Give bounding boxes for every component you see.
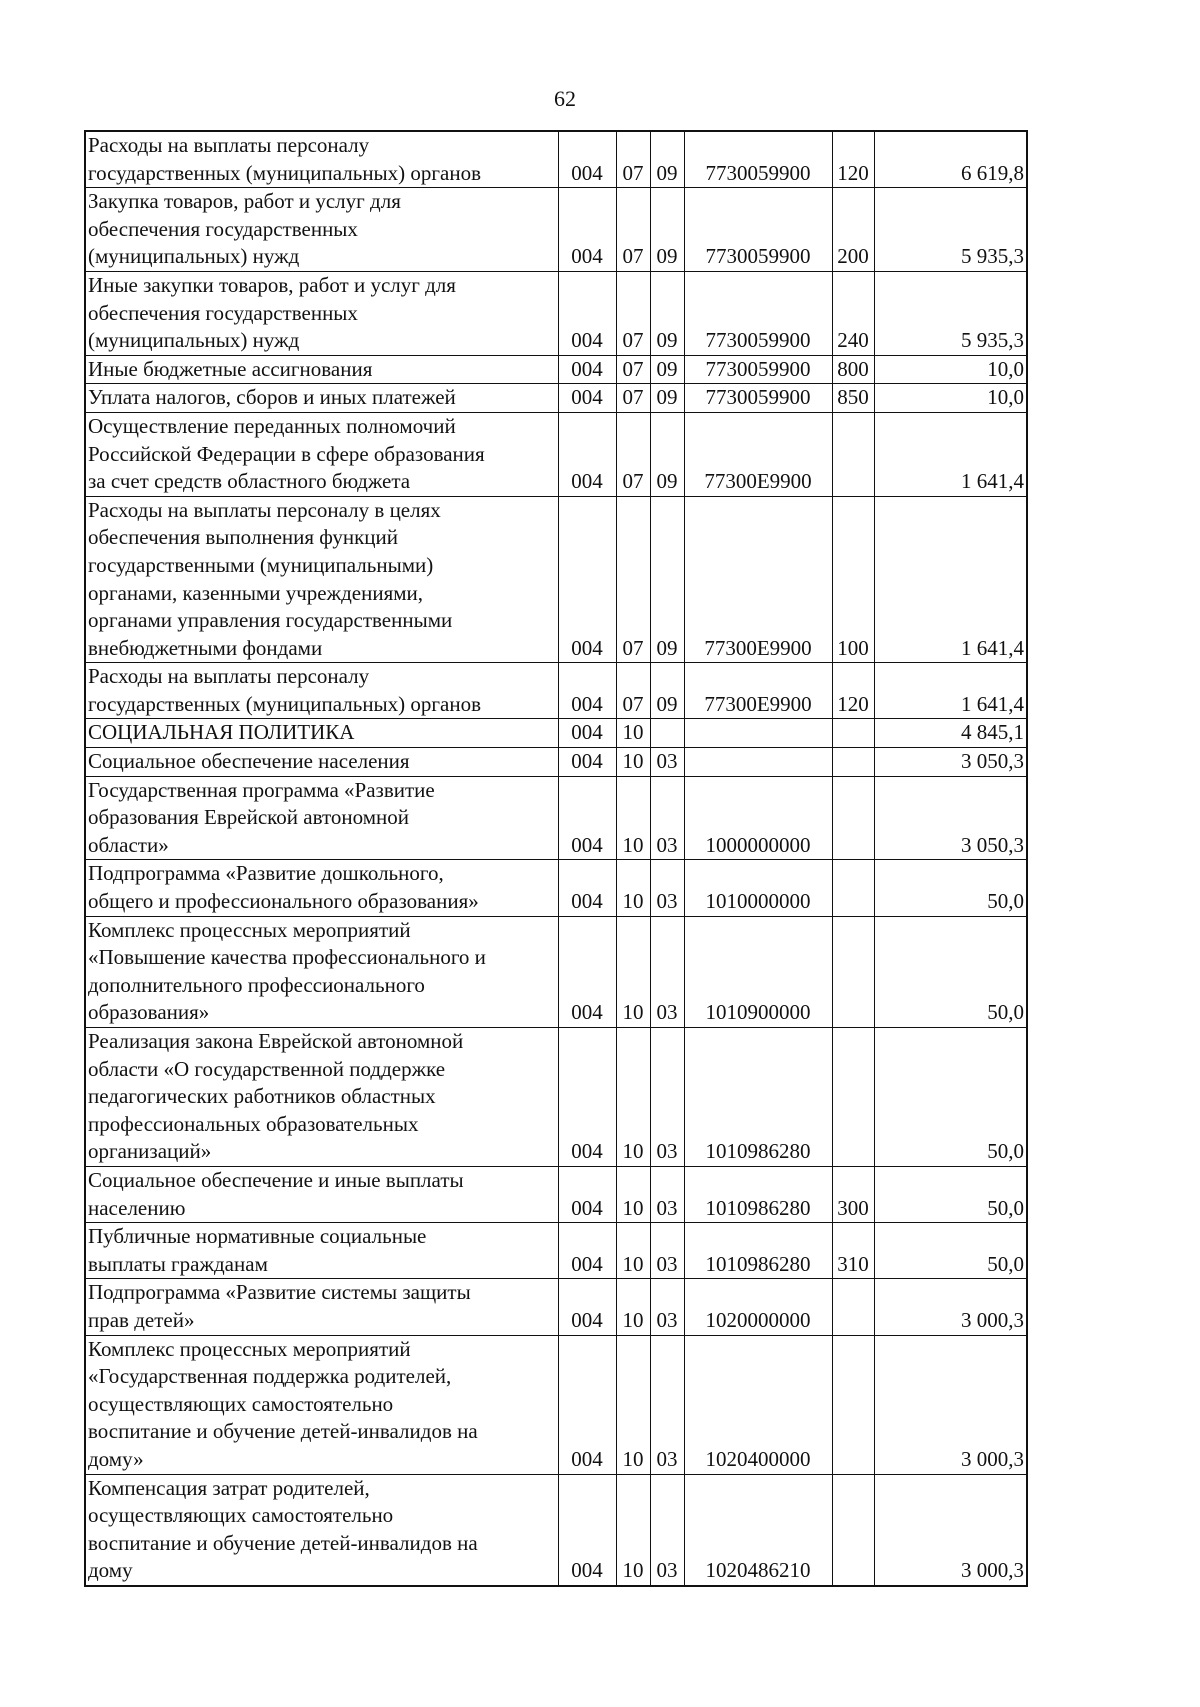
row-name-line: обеспечения выполнения функций [88,525,399,550]
row-name-line: Государственная программа «Развитие [88,777,435,802]
code-target-cell: 1010900000 [684,916,832,1027]
row-name-cell [85,355,558,384]
code-expense-type-cell [832,776,874,860]
row-name-line: Социальное обеспечение и иные выплаты [88,1167,464,1192]
code-section-cell: 07 [616,663,650,719]
row-name-line: профессиональных образовательных [88,1111,419,1136]
code-expense-type-cell [832,748,874,777]
code-subsection-cell: 03 [650,1166,684,1222]
code-subsection-cell: 03 [650,1335,684,1474]
code-subsection-cell [650,719,684,748]
code-gr-cell: 004 [558,1028,616,1167]
code-expense-type-cell [832,1279,874,1335]
row-name-line: Российской Федерации в сфере образования [88,441,485,466]
row-name-cell [85,271,558,355]
table-row [85,412,1027,496]
row-name-line: прав детей» [88,1307,195,1332]
row-name-line: Закупка товаров, работ и услуг для [88,189,401,214]
row-name-line: (муниципальных) нужд [88,328,300,353]
code-expense-type-cell: 100 [832,496,874,663]
row-name-line: населению [88,1195,186,1220]
amount-cell: 3 000,3 [874,1335,1027,1474]
amount-cell: 1 641,4 [874,496,1027,663]
code-subsection-cell: 09 [650,384,684,413]
row-name-line: Компенсация затрат родителей, [88,1475,370,1500]
row-name-cell [85,384,558,413]
code-subsection-cell: 09 [650,663,684,719]
code-expense-type-cell: 310 [832,1223,874,1279]
code-subsection-cell: 09 [650,355,684,384]
code-target-cell: 1020486210 [684,1474,832,1586]
row-name-line: воспитание и обучение детей-инвалидов на [88,1419,478,1444]
amount-cell: 50,0 [874,1166,1027,1222]
code-subsection-cell: 09 [650,271,684,355]
code-expense-type-cell: 200 [832,188,874,272]
code-section-cell: 10 [616,1223,650,1279]
amount-cell: 50,0 [874,1223,1027,1279]
code-expense-type-cell [832,1028,874,1167]
row-name-line: дому» [88,1446,144,1471]
row-name-line: государственными (муниципальными) [88,552,434,577]
row-name-cell [85,131,558,188]
code-section-cell: 10 [616,1028,650,1167]
amount-cell: 3 000,3 [874,1279,1027,1335]
row-name-line: педагогических работников областных [88,1084,436,1109]
row-name-cell [85,1166,558,1222]
row-name-cell [85,188,558,272]
code-gr-cell: 004 [558,384,616,413]
amount-cell: 50,0 [874,1028,1027,1167]
budget-table [84,130,1028,1587]
code-expense-type-cell: 800 [832,355,874,384]
amount-cell: 1 641,4 [874,663,1027,719]
code-target-cell [684,748,832,777]
row-name-line: (муниципальных) нужд [88,244,300,269]
code-gr-cell: 004 [558,1474,616,1586]
code-target-cell: 7730059900 [684,384,832,413]
row-name-line: «Государственная поддержка родителей, [88,1364,452,1389]
code-expense-type-cell [832,1335,874,1474]
code-expense-type-cell [832,860,874,916]
code-target-cell: 7730059900 [684,131,832,188]
row-name-line: Осуществление переданных полномочий [88,413,456,438]
amount-cell: 5 935,3 [874,271,1027,355]
code-section-cell: 10 [616,1166,650,1222]
code-gr-cell: 004 [558,719,616,748]
table-row [85,131,1027,188]
row-name-line: Расходы на выплаты персоналу [88,664,370,689]
row-name-line: государственных (муниципальных) органов [88,160,482,185]
row-name-line: Иные бюджетные ассигнования [88,356,373,381]
row-name-cell [85,1028,558,1167]
row-name-line: образования Еврейской автономной [88,805,409,830]
row-name-line: Расходы на выплаты персоналу в целях [88,497,441,522]
table-row [85,1166,1027,1222]
code-target-cell: 1010986280 [684,1166,832,1222]
row-name-cell [85,748,558,777]
code-expense-type-cell [832,412,874,496]
code-gr-cell: 004 [558,355,616,384]
amount-cell: 3 000,3 [874,1474,1027,1586]
table-row [85,271,1027,355]
table-row [85,1335,1027,1474]
code-section-cell: 10 [616,860,650,916]
code-subsection-cell: 03 [650,916,684,1027]
row-name-cell [85,860,558,916]
code-target-cell: 7730059900 [684,355,832,384]
row-name-line: «Повышение качества профессионального и [88,945,486,970]
row-name-line: Социальное обеспечение населения [88,749,410,774]
row-name-line: дому [88,1558,133,1583]
row-name-line: СОЦИАЛЬНАЯ ПОЛИТИКА [88,720,355,745]
code-subsection-cell: 03 [650,748,684,777]
code-expense-type-cell [832,719,874,748]
code-gr-cell: 004 [558,860,616,916]
code-target-cell: 1000000000 [684,776,832,860]
table-row [85,1474,1027,1586]
code-section-cell: 07 [616,188,650,272]
table-row [85,496,1027,663]
table-row [85,384,1027,413]
row-name-line: государственных (муниципальных) органов [88,691,482,716]
row-name-line: области «О государственной поддержке [88,1056,446,1081]
row-name-line: обеспечения государственных [88,300,358,325]
row-name-cell [85,496,558,663]
amount-cell: 3 050,3 [874,776,1027,860]
code-subsection-cell: 03 [650,1223,684,1279]
code-expense-type-cell: 120 [832,663,874,719]
code-gr-cell: 004 [558,412,616,496]
code-gr-cell: 004 [558,663,616,719]
code-section-cell: 07 [616,384,650,413]
code-section-cell: 10 [616,1335,650,1474]
code-target-cell: 77300E9900 [684,412,832,496]
amount-cell: 50,0 [874,860,1027,916]
row-name-cell [85,1474,558,1586]
code-gr-cell: 004 [558,271,616,355]
code-target-cell: 77300E9900 [684,496,832,663]
row-name-cell [85,663,558,719]
code-gr-cell: 004 [558,188,616,272]
row-name-line: Публичные нормативные социальные [88,1224,427,1249]
code-subsection-cell: 09 [650,131,684,188]
code-subsection-cell: 03 [650,1279,684,1335]
code-gr-cell: 004 [558,1166,616,1222]
code-subsection-cell: 03 [650,860,684,916]
row-name-cell [85,412,558,496]
code-target-cell: 1020000000 [684,1279,832,1335]
code-section-cell: 07 [616,412,650,496]
row-name-cell [85,1279,558,1335]
table-row [85,188,1027,272]
row-name-cell [85,916,558,1027]
row-name-line: органами управления государственными [88,608,453,633]
code-expense-type-cell: 240 [832,271,874,355]
code-subsection-cell: 09 [650,496,684,663]
amount-cell: 5 935,3 [874,188,1027,272]
code-section-cell: 10 [616,1474,650,1586]
row-name-line: выплаты гражданам [88,1251,268,1276]
code-subsection-cell: 09 [650,188,684,272]
row-name-line: Подпрограмма «Развитие дошкольного, [88,861,444,886]
row-name-cell [85,776,558,860]
row-name-line: организаций» [88,1139,212,1164]
row-name-line: Расходы на выплаты персоналу [88,133,370,157]
code-gr-cell: 004 [558,131,616,188]
amount-cell: 10,0 [874,355,1027,384]
code-gr-cell: 004 [558,496,616,663]
row-name-line: Уплата налогов, сборов и иных платежей [88,385,456,410]
amount-cell: 6 619,8 [874,131,1027,188]
row-name-line: внебюджетными фондами [88,635,323,660]
code-gr-cell: 004 [558,748,616,777]
amount-cell: 10,0 [874,384,1027,413]
code-target-cell: 7730059900 [684,271,832,355]
amount-cell: 1 641,4 [874,412,1027,496]
code-subsection-cell: 03 [650,1028,684,1167]
code-section-cell: 10 [616,776,650,860]
table-row [85,860,1027,916]
row-name-line: воспитание и обучение детей-инвалидов на [88,1530,478,1555]
table-row [85,355,1027,384]
row-name-line: за счет средств областного бюджета [88,469,411,494]
page-number: 62 [554,86,576,111]
row-name-line: Комплекс процессных мероприятий [88,917,411,942]
row-name-line: области» [88,832,169,857]
code-subsection-cell: 03 [650,1474,684,1586]
table-row [85,748,1027,777]
row-name-cell [85,719,558,748]
amount-cell: 3 050,3 [874,748,1027,777]
code-expense-type-cell [832,916,874,1027]
code-section-cell: 07 [616,355,650,384]
table-body [85,131,1027,1586]
code-section-cell: 10 [616,748,650,777]
row-name-line: дополнительного профессионального [88,972,425,997]
row-name-cell [85,1335,558,1474]
code-section-cell: 07 [616,496,650,663]
row-name-line: Реализация закона Еврейской автономной [88,1029,464,1053]
code-target-cell: 1010000000 [684,860,832,916]
row-name-line: Комплекс процессных мероприятий [88,1336,411,1361]
code-gr-cell: 004 [558,916,616,1027]
row-name-line: осуществляющих самостоятельно [88,1391,394,1416]
table-row [85,1028,1027,1167]
code-gr-cell: 004 [558,1279,616,1335]
row-name-cell [85,1223,558,1279]
row-name-line: осуществляющих самостоятельно [88,1503,394,1528]
row-name-line: образования» [88,1000,210,1025]
row-name-line: органами, казенными учреждениями, [88,580,424,605]
code-section-cell: 07 [616,271,650,355]
code-subsection-cell: 09 [650,412,684,496]
table-row [85,776,1027,860]
code-subsection-cell: 03 [650,776,684,860]
code-section-cell: 10 [616,1279,650,1335]
code-gr-cell: 004 [558,1223,616,1279]
amount-cell: 4 845,1 [874,719,1027,748]
row-name-line: обеспечения государственных [88,216,358,241]
code-target-cell: 77300E9900 [684,663,832,719]
code-expense-type-cell: 850 [832,384,874,413]
amount-cell: 50,0 [874,916,1027,1027]
code-gr-cell: 004 [558,1335,616,1474]
code-target-cell [684,719,832,748]
table-row [85,1223,1027,1279]
code-target-cell: 1020400000 [684,1335,832,1474]
code-expense-type-cell: 120 [832,131,874,188]
code-expense-type-cell: 300 [832,1166,874,1222]
code-section-cell: 10 [616,719,650,748]
row-name-line: общего и профессионального образования» [88,889,479,914]
code-expense-type-cell [832,1474,874,1586]
row-name-line: Иные закупки товаров, работ и услуг для [88,272,456,297]
code-target-cell: 7730059900 [684,188,832,272]
table-row [85,663,1027,719]
code-section-cell: 07 [616,131,650,188]
table-row [85,719,1027,748]
table-row [85,1279,1027,1335]
code-section-cell: 10 [616,916,650,1027]
code-gr-cell: 004 [558,776,616,860]
table-row [85,916,1027,1027]
code-target-cell: 1010986280 [684,1223,832,1279]
row-name-line: Подпрограмма «Развитие системы защиты [88,1280,471,1305]
code-target-cell: 1010986280 [684,1028,832,1167]
